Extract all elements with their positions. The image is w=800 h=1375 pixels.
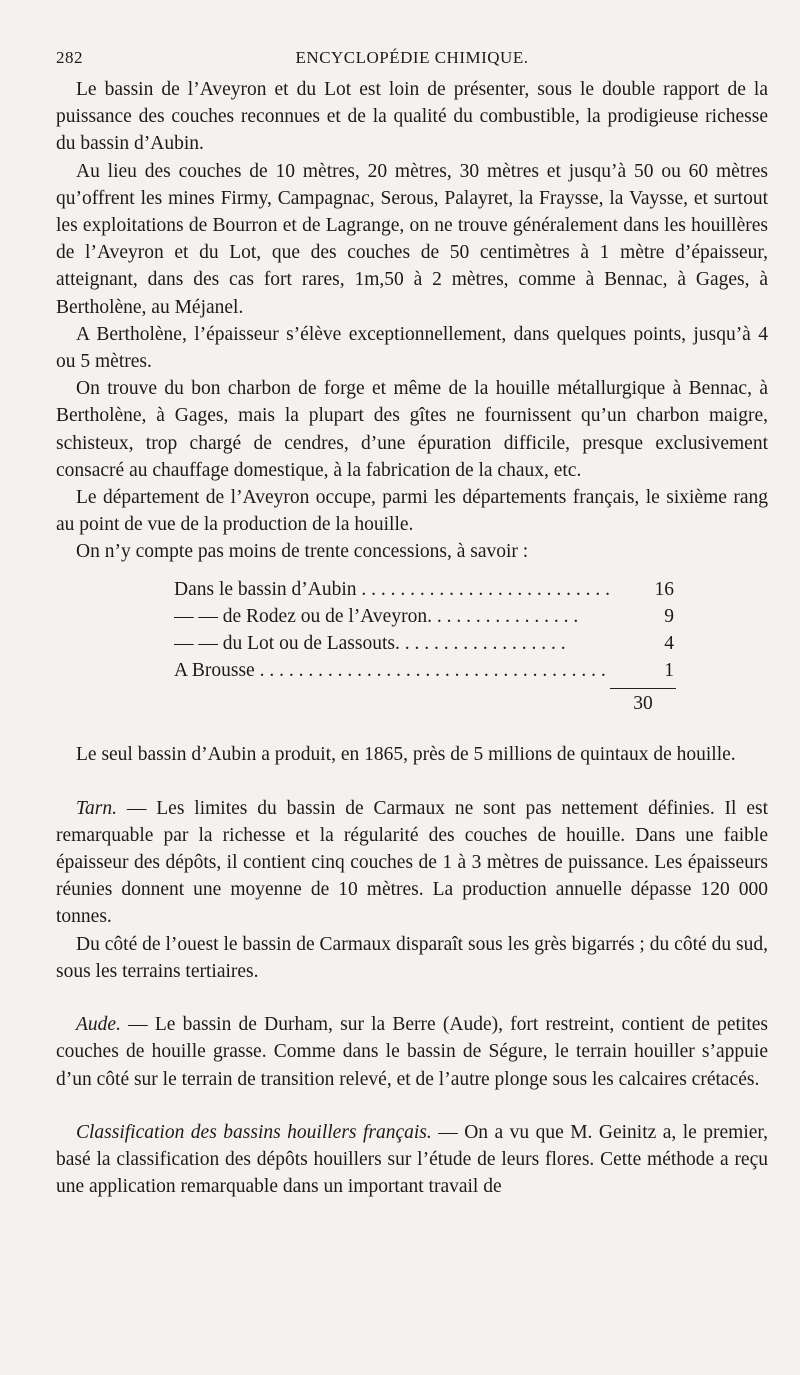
section-lead: Aude.: [76, 1014, 121, 1036]
section-text: — Le bassin de Durham, sur la Berre (Aude), fort restreint, contient de petites couches de houille grasse. Comme dans le bassin de Ségure, le terrain houiller s’appuie d’un côté sur le terrain de transition relevé, et de l’autre plonge sous les calcaires crétacés.: [56, 1014, 768, 1090]
paragraph: On n’y compte pas moins de trente concessions, à savoir :: [76, 541, 529, 563]
table-row: [174, 576, 674, 603]
row-value: 9: [664, 605, 674, 627]
row-value: 4: [664, 633, 674, 655]
row-label: — — de Rodez ou de l’Aveyron. . . . . . . . . . . . . . . .: [174, 605, 579, 627]
table-total: 30: [633, 693, 653, 715]
row-label: Dans le bassin d’Aubin . . . . . . . . . . . . . . . . . . . . . . . . . .: [174, 578, 611, 600]
running-title: ENCYCLOPÉDIE CHIMIQUE.: [295, 48, 529, 67]
page-header: [56, 40, 768, 76]
section-lead: Classification des bassins houillers français.: [76, 1121, 432, 1143]
section-text: — On a vu que M. Geinitz a, le premier, basé la classification des dépôts houillers sur l’étude de leurs flores. Cette méthode a reçu une application remarquable dans un important travail de: [56, 1121, 768, 1198]
row-value: 16: [654, 578, 674, 600]
page-number: 282: [56, 48, 83, 67]
paragraph: Le département de l’Aveyron occupe, parmi les départements français, le sixième rang au point de vue de la production de la houille.: [56, 487, 768, 536]
concessions-table: [174, 576, 674, 720]
paragraph: A Bertholène, l’épaisseur s’élève exceptionnellement, dans quelques points, jusqu’à 4 ou 5 mètres.: [56, 323, 768, 373]
table-row: [174, 603, 674, 630]
page: [56, 40, 768, 1200]
section-tarn: [56, 795, 768, 931]
paragraph: On trouve du bon charbon de forge et même de la houille métallurgique à Bennac, à Bertholène, à Gages, mais la plupart des gîtes ne fournissent qu’un charbon maigre, schisteux, trop chargé de cendres, d’une épuration difficile, presque exclusivement consacré au chauffage domestique, à la fabrication de la chaux, etc.: [56, 378, 768, 481]
row-label: — — du Lot ou de Lassouts. . . . . . . . . . . . . . . . . .: [174, 633, 566, 655]
paragraph: Le seul bassin d’Aubin a produit, en 1865, près de 5 millions de quintaux de houille.: [76, 744, 736, 766]
paragraph: Du côté de l’ouest le bassin de Carmaux disparaît sous les grès bigarrés ; du côté du sud, sous les terrains tertiaires.: [56, 933, 768, 982]
paragraph: Au lieu des couches de 10 mètres, 20 mètres, 30 mètres et jusqu’à 50 ou 60 mètres qu’offrent les mines Firmy, Campagnac, Serous, Palayret, la Fraysse, la Vaysse, et surtout les exploitations de Bourron et de Lagrange, on ne trouve généralement dans les houillères de l’Aveyron et du Lot, que des couches de 50 centimètres à 1 mètre d’épaisseur, atteignant, dans des cas fort rares, 1m,50 à 2 mètres, comme à Bennac, à Gages, à Bertholène, au Méjanel.: [56, 160, 768, 318]
row-value: 1: [664, 660, 674, 682]
section-text: — Les limites du bassin de Carmaux ne sont pas nettement définies. Il est remarquable par la richesse et la régularité des couches de houille. Dans une faible épaisseur des dépôts, il contient cinq couches de 1 à 3 mètres de puissance. Les épaisseurs réunies donnent une moyenne de 10 mètres. La production annuelle dépasse 120 000 tonnes.: [56, 797, 768, 928]
paragraph: Le bassin de l’Aveyron et du Lot est loin de présenter, sous le double rapport de la puissance des couches reconnues et de la qualité du combustible, la prodigieuse richesse du bassin d’Aubin.: [56, 79, 768, 155]
table-row: [174, 657, 674, 684]
section-aveyron: [56, 76, 768, 566]
section-classification: [56, 1119, 768, 1201]
table-row: [174, 630, 674, 657]
section-aude: [56, 1011, 768, 1093]
section-lead: Tarn.: [76, 797, 118, 819]
row-label: A Brousse . . . . . . . . . . . . . . . . . . . . . . . . . . . . . . . . . . . .: [174, 660, 606, 682]
